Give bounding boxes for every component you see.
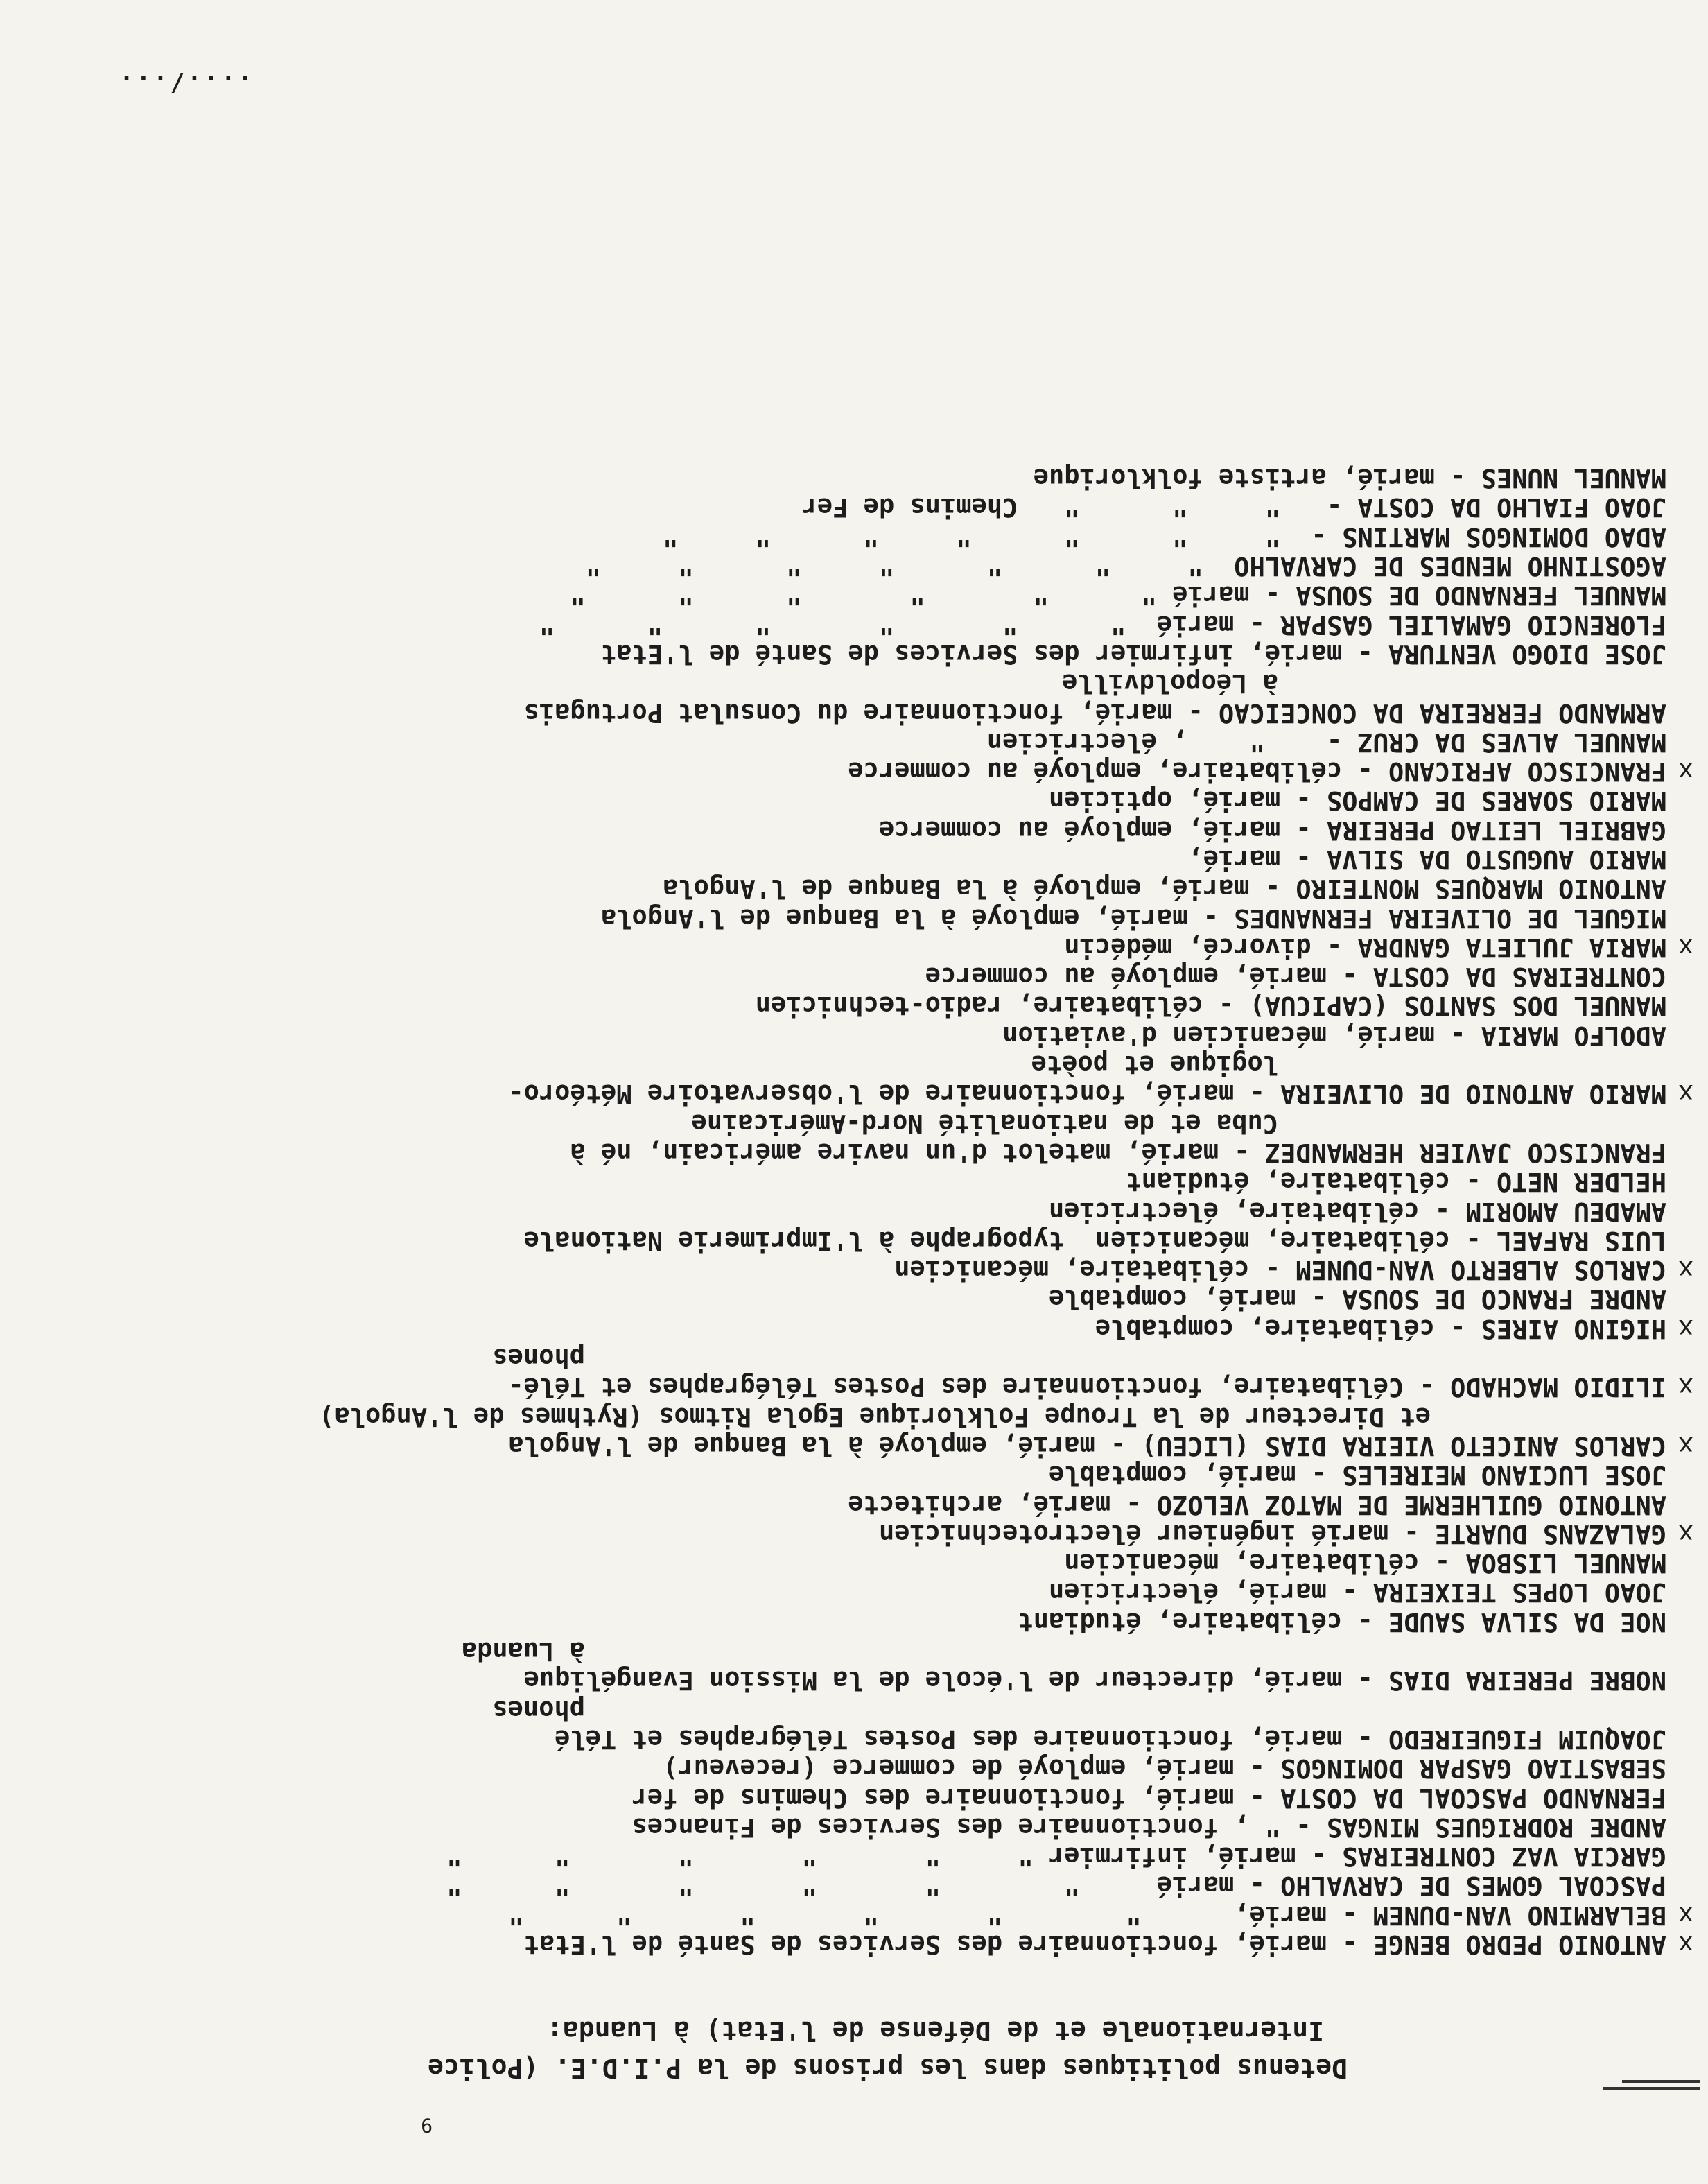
list-item xyxy=(44,1226,1666,1255)
list-item xyxy=(44,874,1666,903)
margin-mark: x xyxy=(1678,1079,1694,1109)
list-item xyxy=(44,1460,1666,1489)
entry-text: BELARMINO VAN-DUNEM - marié, " " " " " " xyxy=(508,1900,1666,1930)
entry-text: FRANCISCO JAVIER HERMANDEZ - marié, matelot d'un navire américain, né à xyxy=(570,1137,1666,1168)
margin-mark: x xyxy=(1678,932,1694,962)
list-item xyxy=(44,1724,1666,1753)
entry-text: phones xyxy=(492,1343,585,1373)
list-item xyxy=(44,492,1666,521)
entry-text: Cuba et de nationalité Nord-Américaine xyxy=(691,1108,1278,1138)
entry-text: JOSE DIOGO VENTURA - marié, infirmier des Services de Santé de l'Etat xyxy=(600,639,1666,669)
list-item xyxy=(44,1871,1666,1900)
list-item xyxy=(44,756,1694,787)
list-item xyxy=(44,1841,1666,1871)
entry-text: logique et poète xyxy=(1031,1050,1278,1080)
entry-text: ILIDIO MACHADO - Célibataire, fonctionnaire des Postes Télégraphes et Télé- xyxy=(508,1372,1666,1403)
entry-text: AMADEU AMORIM - célibataire, électricien xyxy=(1048,1196,1666,1227)
list-item xyxy=(44,1313,1694,1344)
entry-text: CARLOS ALBERTO VAN-DUNEM - célibataire, mécanicien xyxy=(894,1255,1666,1285)
list-item xyxy=(44,1606,1666,1636)
list-item-continuation xyxy=(44,1401,1666,1430)
list-item xyxy=(44,844,1666,874)
entry-text: MANUEL DOS SANTOS (CAPICUA) - célibataire, radio-technicien xyxy=(755,991,1666,1021)
entry-text: JOAO LOPES TEIXEIRA - marié, électricien xyxy=(1048,1577,1666,1608)
margin-scribble xyxy=(1603,2066,1700,2094)
margin-mark: x xyxy=(1678,1518,1694,1549)
list-item xyxy=(44,463,1666,492)
list-item xyxy=(44,1079,1694,1109)
entry-text: GARCIA VAZ CONTREIRAS - marié, infirmier " " " " " " xyxy=(446,1841,1666,1872)
entry-text: GALAZANS DUARTE - marié ingénieur électrotechnicien xyxy=(878,1518,1666,1549)
entry-text: MIGUEL DE OLIVEIRA FERNANDES - marié, employé à la Banque de l'Angola xyxy=(600,903,1666,933)
document-title xyxy=(266,2012,1348,2087)
entry-text: FERNANDO PASCOAL DA COSTA - marié, fonctionnaire des Chemins de fer xyxy=(631,1783,1666,1813)
list-item-continuation xyxy=(44,1695,1666,1724)
list-item xyxy=(44,1518,1694,1549)
entry-text: MARIO ANTONIO DE OLIVEIRA - marié, fonctionnaire de l'observatoire Météoro- xyxy=(508,1079,1666,1109)
list-item xyxy=(44,1753,1666,1783)
entry-text: HIGINO AIRES - célibataire, comptable xyxy=(1095,1313,1666,1344)
entry-text: AGOSTINHO MENDES DE CARVALHO " " " " " " " xyxy=(585,551,1666,582)
margin-mark: x xyxy=(1678,1900,1694,1930)
list-item xyxy=(44,786,1666,815)
entry-text: CARLOS ANICETO VIEIRA DIAS (LICEU) - marié, employé à la Banque de l'Angola xyxy=(508,1430,1666,1461)
list-item xyxy=(44,639,1666,668)
title-line-2: Internationale et de Défense de l'Etat) à Luanda: xyxy=(546,2016,1324,2046)
entry-text: NOE DA SILVA SAUDE - célibataire, étudiant xyxy=(1018,1606,1666,1637)
list-item-continuation xyxy=(44,1636,1666,1665)
margin-mark: x xyxy=(1678,1430,1694,1461)
entry-text: ANTONIO MARQUES MONTEIRO - marié, employé à la Banque de l'Angola xyxy=(663,874,1666,904)
list-item xyxy=(44,1665,1666,1695)
entry-text: à Léopoldville xyxy=(1062,668,1278,699)
list-item xyxy=(44,1430,1694,1461)
entry-text: GABRIEL LEITAO PEREIRA - marié, employé au commerce xyxy=(878,815,1666,845)
entry-text: MANUEL ALVES DA CRUZ - " , électricien xyxy=(986,727,1666,757)
margin-mark: x xyxy=(1678,1930,1694,1959)
entry-text: ADAO DOMINGOS MARTINS - " " " " " " " xyxy=(663,521,1666,552)
entry-text: HELDER NETO - célibataire, étudiant xyxy=(1126,1167,1666,1197)
entry-text: MARIO SOARES DE CAMPOS - marié, opticien xyxy=(1048,786,1666,816)
entry-text: phones xyxy=(492,1695,585,1725)
entry-text: ARMANDO FERREIRA DA CONCEICAO - marié, fonctionnaire du Consulat Portugais xyxy=(523,697,1666,728)
list-item xyxy=(44,962,1666,991)
entry-text: MANUEL LISBOA - célibataire, mécanicien xyxy=(1064,1548,1666,1579)
detainee-list xyxy=(44,463,1694,1959)
page-number: 9 xyxy=(421,2114,433,2137)
list-item xyxy=(44,1196,1666,1225)
list-item xyxy=(44,551,1666,580)
list-item xyxy=(44,1783,1666,1812)
margin-mark: x xyxy=(1678,1255,1694,1285)
entry-text: JOSE LUCIANO MEIRELES - marié, comptable xyxy=(1048,1460,1666,1491)
continuation-mark: ..../... xyxy=(116,69,252,97)
list-item-continuation xyxy=(44,1108,1666,1137)
margin-mark: x xyxy=(1678,1313,1694,1344)
list-item xyxy=(44,903,1666,932)
entry-text: ADOLFO MARIA - marié, mécanicien d'aviation xyxy=(1002,1020,1666,1050)
entry-text: LUIS RAFAEL - célibataire, mécanicien typographe à l'Imprimerie Nationale xyxy=(523,1225,1666,1256)
list-item xyxy=(44,1812,1666,1841)
entry-text: ANDRE RODRIGUES MINGAS - " , fonctionnaire des Services de Finances xyxy=(631,1812,1666,1842)
list-item xyxy=(44,1021,1666,1050)
list-item xyxy=(44,1930,1694,1959)
list-item xyxy=(44,991,1666,1020)
entry-text: ANTONIO PEDRO BENGE - marié, fonctionnaire des Services de Santé de l'Etat xyxy=(523,1930,1666,1959)
list-item xyxy=(44,609,1666,639)
entry-text: JOAQUIM FIGUEIREDO - marié, fonctionnaire des Postes Télégraphes et Télé xyxy=(555,1724,1666,1754)
list-item xyxy=(44,815,1666,844)
entry-text: SEBASTIAO GASPAR DOMINGOS - marié, employé de commerce (receveur) xyxy=(663,1753,1666,1784)
entry-text: FLORENCIO GAMALIEL GASPAR - marié " " " " " " xyxy=(539,609,1666,640)
list-item-continuation xyxy=(44,1343,1666,1372)
list-item xyxy=(44,1372,1694,1403)
list-item xyxy=(44,932,1694,962)
entry-text: et Directeur de la Troupe Folklorique Egola Ritmos (Rythmes de l'Angola) xyxy=(319,1401,1431,1432)
entry-text: MANUEL FERNANDO DE SOUSA - marié " " " " " " xyxy=(570,580,1666,611)
entry-text: MARIA JULIETA GANDRA - divorcé, médécin xyxy=(1064,932,1666,962)
list-item xyxy=(44,521,1666,551)
entry-text: NOBRE PEREIRA DIAS - marié, directeur de l'école de la Mission Evangélique xyxy=(523,1665,1666,1696)
list-item-continuation xyxy=(44,668,1666,697)
entry-text: PASCOAL GOMES DE CARVALHO - marié " " " " " " xyxy=(446,1871,1666,1901)
list-item xyxy=(44,580,1666,609)
list-item xyxy=(44,1489,1666,1518)
entry-text: ANTONIO GUILHERME DE MATOZ VELOZO - marié, architecte xyxy=(848,1489,1666,1520)
margin-mark: x xyxy=(1678,1372,1694,1403)
list-item xyxy=(44,727,1666,756)
list-item xyxy=(44,1577,1666,1606)
entry-text: JOAO FIALHO DA COSTA - " " " Chemins de Fer xyxy=(801,492,1666,523)
list-item-continuation xyxy=(44,1050,1666,1079)
entry-text: MANUEL NUNES - marié, artiste folklorique xyxy=(1033,463,1666,494)
list-item xyxy=(44,1900,1694,1930)
list-item xyxy=(44,1255,1694,1285)
list-item xyxy=(44,1167,1666,1196)
list-item xyxy=(44,1138,1666,1167)
entry-text: FRANCISCO AFRICANO - célibataire, employé au commerce xyxy=(848,756,1666,787)
list-item xyxy=(44,1284,1666,1313)
entry-text: à Luanda xyxy=(461,1636,585,1667)
title-line-1: Detenus politiques dans les prisons de la P.I.D.E. (Police xyxy=(428,2053,1348,2083)
list-item xyxy=(44,1548,1666,1577)
margin-mark: x xyxy=(1678,756,1694,787)
list-item xyxy=(44,697,1666,727)
entry-text: MARIO AUGUSTO DA SILVA - marié, xyxy=(1187,844,1666,875)
entry-text: CONTREIRAS DA COSTA - marié, employé au commerce xyxy=(925,962,1666,992)
entry-text: ANDRE FRANCO DE SOUSA - marié, comptable xyxy=(1048,1284,1666,1315)
